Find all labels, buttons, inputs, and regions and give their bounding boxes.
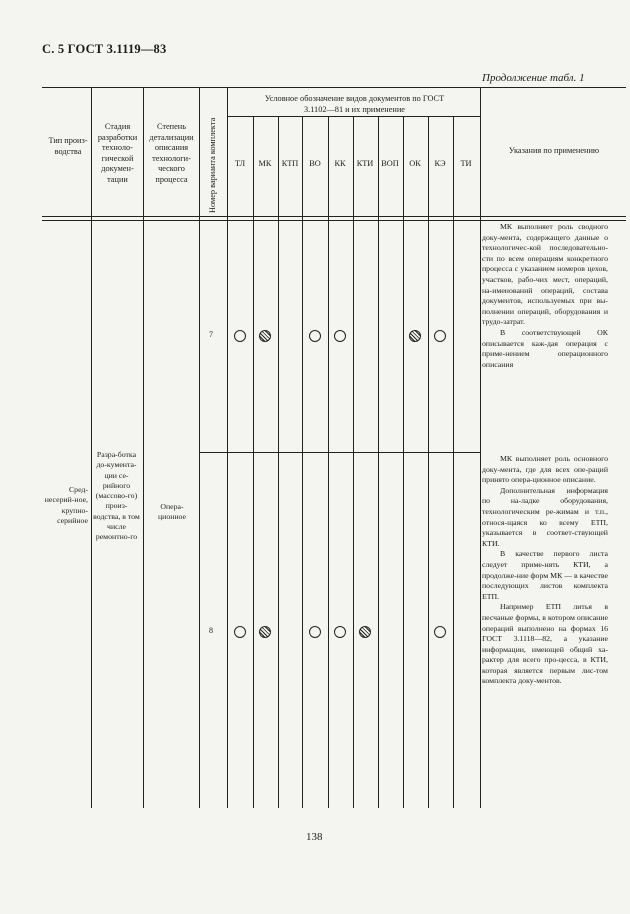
column-header-instructions: Указания по применению [508,146,600,155]
hatched-circle-mark [259,330,271,342]
doc-code-ok: ОК [409,159,421,168]
open-circle-mark [309,330,321,342]
doc-code-kti: КТИ [356,159,374,168]
open-circle-mark [434,330,446,342]
open-circle-mark [309,626,321,638]
variant-number: 7 [209,330,213,339]
note-paragraph: МК выполняет роль сводного доку-мента, содержащего данные о технологичес-кой последовательно-сти по всем операциям конкретного процесса с указанием номеров цехов, участков, рабо-чих мест, операций, на-именований операций, состава документов, используемых при вы-полнении операций, оборудования и трудо-затрат. [482,222,608,327]
doc-code-mk: МК [258,159,272,168]
column-header-production-type: Тип произ-водства [48,136,88,156]
column-header-document-codes: Условное обозначение видов документов по ГОСТ 3.1102—81 и их применение [264,94,445,114]
doc-code-vo: ВО [309,159,321,168]
instruction-note [482,222,608,370]
doc-code-vop: ВОП [381,159,399,168]
hatched-circle-mark [409,330,421,342]
note-paragraph: Дополнительная информация по на-ладке оборудования, технологическим ре-жимам и т.п., относя-щаяся ко всему ЕТП, указывается в соответ-ствующей КТИ. [482,485,608,548]
column-header-development-stage: Стадия разработки техноло-гической докумен-тации [97,122,138,184]
open-circle-mark [334,330,346,342]
open-circle-mark [334,626,346,638]
hatched-circle-mark [359,626,371,638]
note-paragraph: В соответствующей ОК описывается каж-дая операция с приме-нением операционного описания [482,327,608,369]
instruction-note [482,454,608,687]
page-number: 138 [306,831,323,843]
cell-development-stage: Разра-ботка до-кумента-ции се-рийного (массово-го) произ-водства, в том числе ремонтно-го [93,450,140,542]
note-paragraph: В качестве первого листа следует приме-нять КТИ, а продолже-ние форм МК — в качестве последующих листов комплекта ЕТП. [482,549,608,601]
open-circle-mark [434,626,446,638]
doc-code-ke: КЭ [434,159,446,168]
page-title: С. 5 ГОСТ 3.1119—83 [42,42,167,56]
cell-production-type: Сред-несерий-ное, крупно-серийное [44,485,88,525]
table-continuation-label: Продолжение табл. 1 [482,72,585,84]
variant-number: 8 [209,626,213,635]
note-paragraph: МК выполняет роль основного доку-мента, где для всех опе-раций принято опера-ционное описание. [482,454,608,485]
cell-detail-degree: Опера-ционное [157,502,187,522]
doc-code-kk: КК [334,159,346,168]
open-circle-mark [234,626,246,638]
doc-code-ktp: КТП [281,159,299,168]
doc-code-ti: ТИ [460,159,472,168]
note-paragraph: Например ЕТП литья в песчаные формы, в котором описание операций выполнено на формах 16 ГОСТ 3.1118—82, а указание информации, имеющей общий ха-рактер для всего про-цесса, в КТИ, которая является первым лис-том комплекта доку-ментов. [482,602,608,686]
doc-code-tl: ТЛ [234,159,246,168]
open-circle-mark [234,330,246,342]
column-header-variant-number: Номер варианта комплекта [208,117,217,213]
hatched-circle-mark [259,626,271,638]
column-header-detail-degree: Степень детализации описания технологи-ческого процесса [149,122,194,184]
